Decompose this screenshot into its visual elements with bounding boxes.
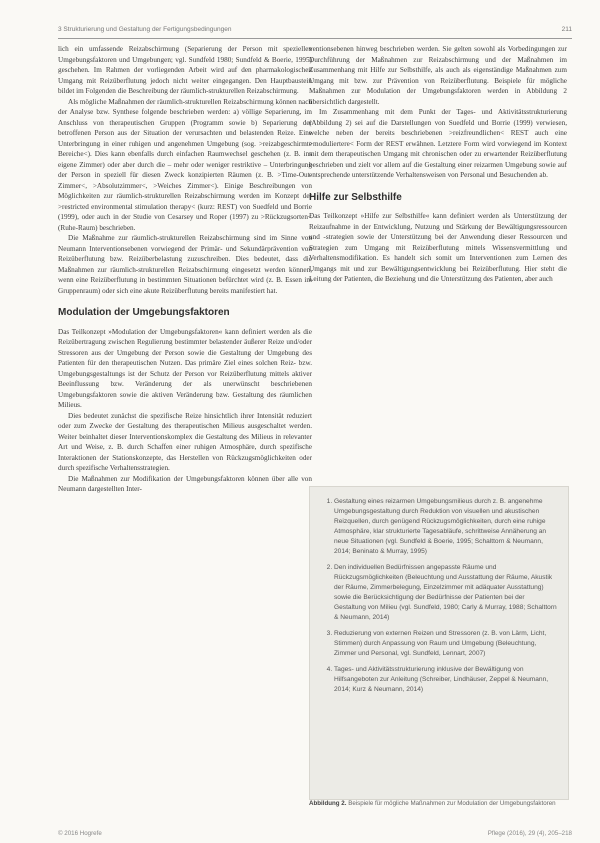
paragraph: Als mögliche Maßnahmen der räumlich-strukturellen Reizabschirmung können nach der Analyse bzw. Synthese folgende beschrieben werden: a) völlige Separierung, im Anschluss von therapeutischen Gruppen (Programm sowie b) Separierung der betroffenen Person aus der Situation der verursachten und belastenden Reize. Eine Unterbringung in einer ruhigen und angenehmen Umgebung (sog. >reizabgeschirmte Bereiche<). Dies kann ebenfalls durch einfachen Raumwechsel geschehen (z. B. ins eigene Zimmer) oder aber durch die – mehr oder weniger restriktive – Unterbringung der Person in speziell für diesen Zweck konzipierten Räumen (z. B. >Time-Out-Zimmer<, >Absolutzimmer<, >Weiches Zimmer<). Einige Beschreibungen von Möglichkeiten zur räumlich-strukturellen Reizabschirmung werden im Konzept der >restricted environmental stimulation therapy< (kurz: REST) von Suedfeld und Borrie (1999), oder auch in der Studie von Cesarsey und Roper (1997) zu >Rückzugsorten< (Ruhe-Raum) beschrieben. <box>58 97 312 232</box>
list-item: 2. Den individuellen Bedürfnissen angepasste Räume und Rückzugsmöglichkeiten (Beleuchtung und Ausstattung der Räume, Akustik der Räume, Zimmerbelegung, Einzelzimmer mit adäquater Ausstattung) sowie die Berücksichtigung der Bedürfnisse der Patienten bei der Gestaltung von Milieu (vgl. Sundfeld, 1980; Carly & Murray, 1988; Schalttorn & Neumann, 2014) <box>334 563 558 623</box>
page-header <box>58 24 572 39</box>
caption-text: Beispiele für mögliche Maßnahmen zur Modulation der Umgebungsfaktoren <box>348 800 556 807</box>
paragraph: lich ein umfassende Reizabschirmung (Separierung der Person mit speziellen Umgebungsfaktoren und Umgebungen; vgl. Sundfeld 1980; Sundfeld & Boerie, 1995) geschehen. Im Rahmen der vorliegenden Arbeit wird auf den pharmakologischen Umgang mit Reizüberflutung jedoch nicht weiter eingegangen. Den Hauptbaustein bildet im Folgenden die Beschreibung der räumlich-strukturellen Reizabschirmung. <box>58 45 312 95</box>
paragraph: Das Teilkonzept »Modulation der Umgebungsfaktoren« kann definiert werden als die Reizübertragung zwischen Regulierung bestimmter belastender äußerer Reize und/oder Stressoren aus der Umgebung der Person sowie die Gestaltung der Umgebung des Patienten für den therapeutischen Nutzen. Das primäre Ziel eines solchen Reiz- bzw. Umgebungsgestaltungs ist der Schutz der Person vor Reizüberflutung mittels aktiver Beeinflussung bzw. Veränderung der als unerwünscht beschriebenen Umgebungsfaktoren sowie die aktiven Veränderung bzw. Gestaltung des räumlichen Milieus. <box>58 327 312 409</box>
running-title: 3 Strukturierung und Gestaltung der Fertigungsbedingungen <box>58 26 232 33</box>
section-heading: Hilfe zur Selbsthilfe <box>309 191 402 203</box>
citation: Pflege (2016), 29 (4), 205–218 <box>487 830 572 837</box>
measure-list <box>310 487 568 695</box>
paragraph: Im Zusammenhang mit dem Punkt der Tages- und Aktivitätsstrukturierung (Abbildung 2) sei auf die Darstellungen von Suedfeld und Borrie (1999) verwiesen, welche neben der bereits beschriebenen >reizfreundlichen< REST auch eine >moduliertere< Form der REST erwähnen. Letztere Form wird vorwiegend im Kontext mit dem therapeutischen Umgang mit chronischen oder zu erwartender Reizüberflutung beschrieben und zielt vor allem auf die Gestaltung einer reizarmen Umgebung sowie auf entsprechende unterstützende Verhaltensweisen von Personal und Besuchenden ab. <box>309 108 567 179</box>
left-column <box>58 44 312 495</box>
section-heading: Modulation der Umgebungsfaktoren <box>58 307 230 318</box>
right-column <box>309 44 567 285</box>
figure-box <box>309 486 569 800</box>
figure-caption <box>309 800 567 808</box>
paragraph: ventionsebenen hinweg beschrieben werden. Sie gelten sowohl als Vorbedingungen zur Durchführung der Maßnahmen zur Reizabschirmung und der Maßnahmen im Zusammenhang mit Hilfe zur Selbsthilfe, als auch als eigenständige Maßnahmen zum Umgang mit bzw. zur Prävention von Reizüberflutung. Beispiele für mögliche Maßnahmen zur Modulation der Umgebungsfaktoren werden in Abbildung 2 übersichtlich dargestellt. <box>309 45 567 106</box>
paragraph: Die Maßnahme zur räumlich-strukturellen Reizabschirmung sind im Sinne von Neumann Interventionsebenen vorwiegend der Primär- und Sekundärprävention von Reizüberflutung bzw. Reizüberbelastung zuzuschreiben. Dies bedeutet, dass die Maßnahmen zur räumlich-strukturellen Reizabschirmung eingesetzt werden können, wenn eine Reizüberflutung in bestimmten Situationen befürchtet wird (z. B. Essen im Gruppenraum) oder sich eine akute Reizüberflutung bereits manifestiert hat. <box>58 234 312 295</box>
paragraph: Dies bedeutet zunächst die spezifische Reize hinsichtlich ihrer Intensität reduziert oder zum Zwecke der Gestaltung des therapeutischen Milieus ausgeschaltet werden. Weiter beinhaltet dieser Interventionskomplex die Gestaltung des Milieus in relevanter Art und Weise, z. B. durch Schaffen einer ruhigen Atmosphäre, durch spezifische Interaktionen der Stationskonzepte, das Herstellen von Rückzugsmöglichkeiten oder durch spezifische Verhaltensstrategien. <box>58 411 312 472</box>
paragraph: Das Teilkonzept »Hilfe zur Selbsthilfe« kann definiert werden als Unterstützung der Reizaufnahme in der Entwicklung, Nutzung und Stärkung der Bewältigungsressourcen und -strategien sowie der Unterstützung bei der Anwendung dieser Ressourcen und Strategien zum Umgang mit Reizüberflutung mittels Wissensvermittlung und Verhaltensmodifikation. Es handelt sich somit um Interventionen zum Lernen des Umgangs mit und zur Bewältigungsentwicklung bei Reizüberflutung. Hier steht die Leitung der Patienten, die Beziehung und die Unterstützung des Patienten, aber auch <box>309 212 567 283</box>
list-item: 1. Gestaltung eines reizarmen Umgebungsmilieus durch z. B. angenehme Umgebungsgestaltung durch Reduktion von visuellen und akustischen Reizquellen, durch genügend Rückzugsmöglichkeiten, durch eine ruhige Atmosphäre, klar strukturierte Tagesabläufe, schrittweise Annäherung an neue Situationen (vgl. Sundfeld & Boerie, 1995; Schalttorn & Neumann, 2014; Beninato & Murray, 1995) <box>334 497 558 557</box>
page-footer <box>58 830 572 840</box>
list-item: 3. Reduzierung von externen Reizen und Stressoren (z. B. von Lärm, Licht, Stimmen) durch Anpassung von Raum und Umgebung (Beleuchtung, Zimmer und Personal, vgl. Sundfeld, Lennart, 2007) <box>334 629 558 659</box>
page-number: 211 <box>561 26 572 33</box>
caption-label: Abbildung 2. <box>309 800 347 807</box>
list-item: 4. Tages- und Aktivitätsstrukturierung inklusive der Bewältigung von Hilfsangeboten zur Anleitung (Schreiber, Lindhäuser, Zeppel & Neumann, 2014; Kurz & Neumann, 2014) <box>334 665 558 695</box>
copyright: © 2016 Hogrefe <box>58 830 102 837</box>
paragraph: Die Maßnahmen zur Modifikation der Umgebungsfaktoren können über alle von Neumann dargestellten Inter- <box>58 474 312 493</box>
